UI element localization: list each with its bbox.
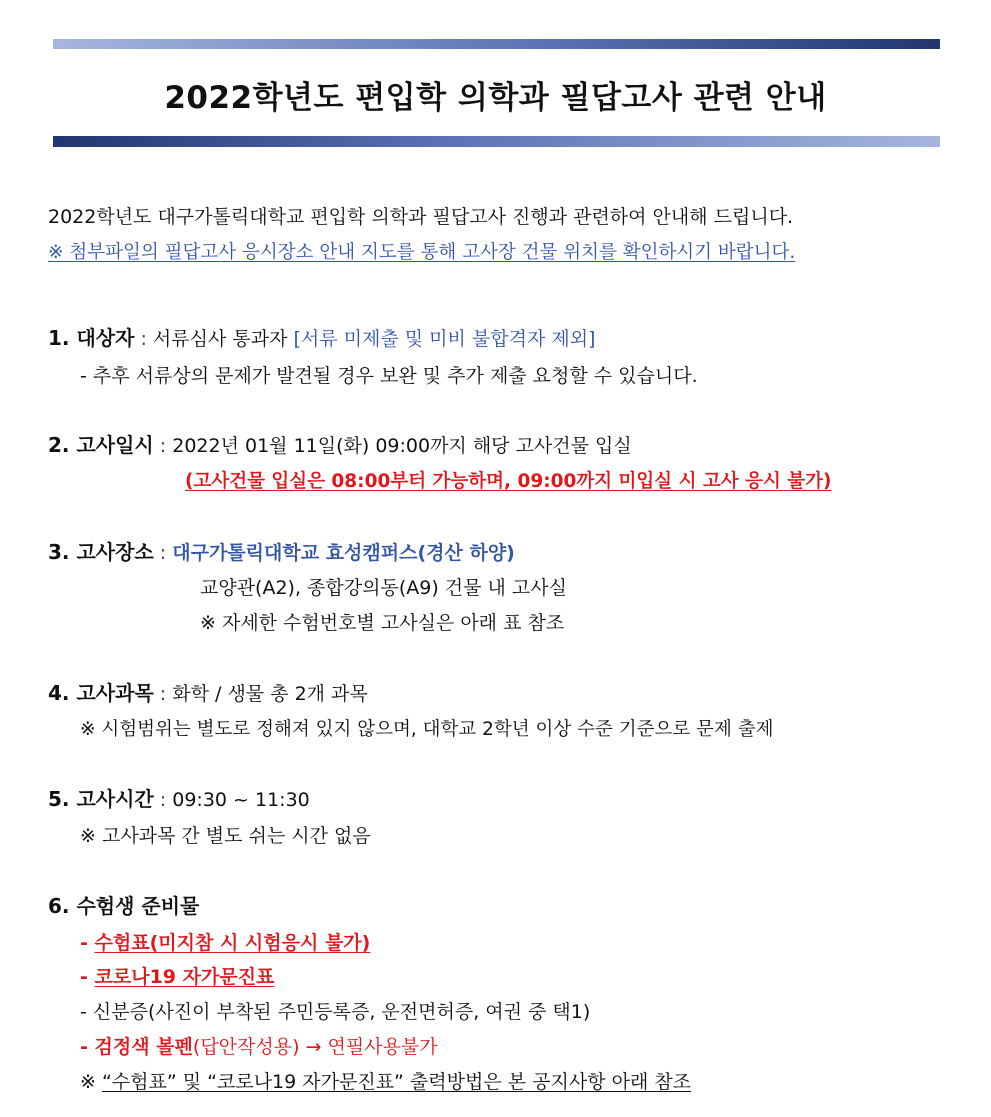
section-4 [48,681,368,706]
section-4-separator: : [153,683,173,705]
page-title: 2022학년도 편입학 의학과 필답고사 관련 안내 [164,80,827,116]
section-4-text: 화학 / 생물 총 2개 과목 [172,683,368,705]
intro-text: 2022학년도 대구가톨릭대학교 편입학 의학과 필답고사 진행과 관련하여 안내해 드립니다. [48,206,794,228]
section-6-item-1-dash: - [80,932,95,954]
section-6-item-4-rest: (답안작성용) → 연필사용불가 [192,1036,438,1058]
section-5-heading: 5. 고사시간 [48,787,154,811]
section-3-place: 대구가톨릭대학교 효성캠퍼스(경산 하양) [172,542,515,564]
section-6-note [80,1070,691,1094]
section-2-heading: 2. 고사일시 [48,433,154,457]
section-1-sub: - 추후 서류상의 문제가 발견될 경우 보완 및 추가 제출 요청할 수 있습니다. [80,365,698,387]
section-6-item-1-text: 수험표(미지참 시 시험응시 불가) [94,932,371,954]
section-1-note: [서류 미제출 및 미비 불합격자 제외] [293,328,596,350]
section-6-note-text: “수험표” 및 “코로나19 자가문진표” 출력방법은 본 공지사항 아래 참조 [101,1071,692,1093]
section-2-text: 2022년 01월 11일(화) 09:00까지 해당 고사건물 입실 [172,435,632,457]
section-2 [48,433,632,458]
section-4-heading: 4. 고사과목 [48,681,154,705]
section-5-text: 09:30 ~ 11:30 [172,789,310,811]
section-5 [48,787,310,812]
top-title-bar [53,39,940,49]
section-3-rooms: 교양관(A2), 종합강의동(A9) 건물 내 고사실 [200,577,567,599]
bottom-title-bar [53,136,940,147]
section-3-separator: : [153,542,173,564]
section-3 [48,540,515,565]
section-1-text: 서류심사 통과자 [152,328,294,350]
section-6-item-2-dash: - [80,966,95,988]
section-6-item-3: - 신분증(사진이 부착된 주민등록증, 운전면허증, 여권 중 택1) [80,1001,591,1023]
section-5-note: ※ 고사과목 간 별도 쉬는 시간 없음 [80,825,371,847]
section-6-item-4-bold: 검정색 볼펜 [94,1036,193,1058]
section-4-note: ※ 시험범위는 별도로 정해져 있지 않으며, 대학교 2학년 이상 수준 기준으로 문제 출제 [80,719,774,740]
intro-notice: ※ 첨부파일의 필답고사 응시장소 안내 지도를 통해 고사장 건물 위치를 확인하시기 바랍니다. [48,242,796,263]
section-1 [48,326,595,351]
section-3-heading: 3. 고사장소 [48,540,154,564]
section-1-separator: : [134,328,153,350]
section-6-heading: 6. 수험생 준비물 [48,894,200,918]
section-2-separator: : [153,435,173,457]
section-6-item-4 [80,1035,438,1059]
section-6-item-2-text: 코로나19 자가문진표 [94,966,275,988]
section-6-item-2 [80,965,274,989]
section-2-warning: (고사건물 입실은 08:00부터 가능하며, 09:00까지 미입실 시 고사 응시 불가) [185,471,832,492]
section-6-item-4-dash: - [80,1036,95,1058]
section-6-item-1 [80,931,370,955]
section-6-note-prefix: ※ [80,1071,102,1093]
section-1-heading: 1. 대상자 [48,326,135,350]
section-5-separator: : [153,789,173,811]
section-3-note: ※ 자세한 수험번호별 고사실은 아래 표 참조 [200,612,565,634]
